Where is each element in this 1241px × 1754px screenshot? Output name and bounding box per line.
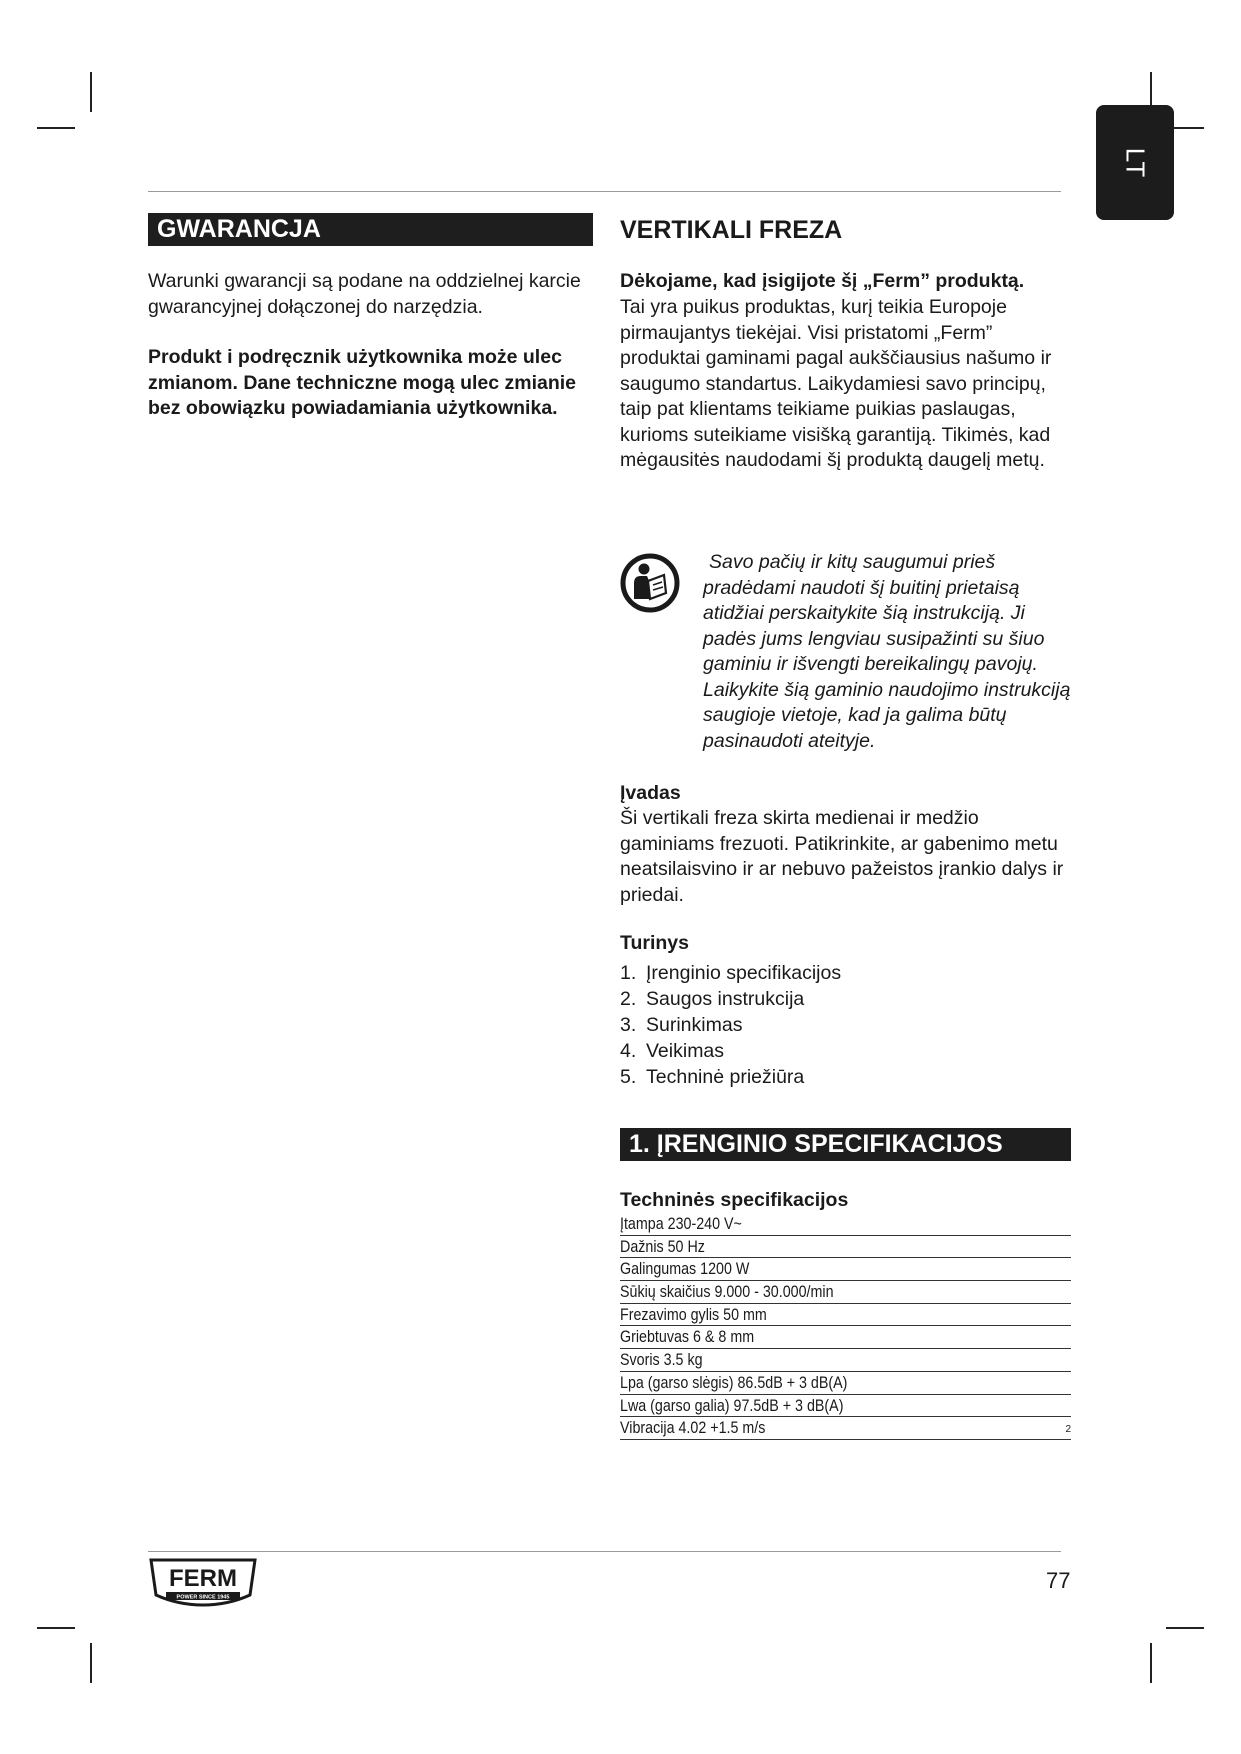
crop-mark — [90, 72, 92, 112]
list-item: 5. Techninė priežiūra — [620, 1066, 805, 1088]
crop-mark — [1150, 1643, 1152, 1683]
svg-text:POWER SINCE 1945: POWER SINCE 1945 — [176, 1594, 230, 1601]
thanks-line: Dėkojame, kad įsigijote šį „Ferm” produktą. — [620, 270, 1025, 292]
list-item: 2. Saugos instrukcija — [620, 988, 805, 1010]
warranty-paragraph: Warunki gwarancji są podane na oddzielnej karcie gwarancyjnej dołączonej do narzędzia. — [148, 270, 581, 318]
table-row: Lpa (garso slėgis) 86.5dB + 3 dB(A) — [620, 1372, 1071, 1395]
spec-table — [620, 1213, 1071, 1440]
ivadas-paragraph: Ši vertikali freza skirta medienai ir medžio gaminiams frezuoti. Patikrinkite, ar gabenimo metu neatsilaisvino ir ar nebuvo pažeistos įrankio dalys ir priedai. — [620, 807, 1064, 906]
crop-mark — [37, 127, 75, 129]
contents-list — [620, 960, 841, 1090]
table-row: Galingumas 1200 W — [620, 1258, 1071, 1281]
section1-title-bar — [620, 1128, 1071, 1161]
header-rule — [148, 191, 1061, 192]
language-tab — [1096, 105, 1174, 220]
warranty-title: GWARANCJA — [157, 215, 321, 243]
svg-text:FERM: FERM — [169, 1565, 237, 1592]
read-manual-icon — [620, 553, 680, 613]
safety-note: Savo pačių ir kitų saugumui prieš pradėdami naudoti šį buitinį prietaisą atidžiai perskaitykite šią instrukciją. Ji padės jums lengviau susipažinti su šiuo gaminiu ir išvengti bereikalingų pavojų. Laikykite šią gaminio naudojimo instrukciją saugioje vietoje, kad ja galima būtų pasinaudoti ateityje. — [703, 551, 1071, 752]
table-row: Lwa (garso galia) 97.5dB + 3 dB(A) — [620, 1395, 1071, 1418]
table-row: Sūkių skaičius 9.000 - 30.000/min — [620, 1281, 1071, 1304]
crop-mark — [1166, 1627, 1204, 1629]
page-number: 77 — [1046, 1568, 1071, 1593]
list-item: 1. Įrenginio specifikacijos — [620, 962, 842, 984]
intro-paragraph: Tai yra puikus produktas, kurį teikia Europoje pirmaujantys tiekėjai. Visi pristatomi „Ferm” produktai gaminami pagal aukščiausius našumo ir saugumo standartus. Laikydamiesi savo principų, taip pat klientams teikiame puikias paslaugas, kurioms suteikiame visišką garantiją. Tikimės, kad mėgausitės naudodami šį produktą daugelį metų. — [620, 296, 1052, 471]
spec-heading: Techninės specifikacijos — [620, 1189, 849, 1211]
table-row: Svoris 3.5 kg — [620, 1349, 1071, 1372]
vibration-superscript: 2 — [1065, 1424, 1071, 1436]
table-row: Frezavimo gylis 50 mm — [620, 1304, 1071, 1327]
crop-mark — [37, 1627, 75, 1629]
contents-heading: Turinys — [620, 932, 689, 954]
warranty-title-bar — [148, 213, 593, 246]
product-title: VERTIKALI FREZA — [620, 216, 843, 244]
section1-title: 1. ĮRENGINIO SPECIFIKACIJOS — [629, 1130, 1003, 1158]
list-item: 4. Veikimas — [620, 1040, 725, 1062]
footer-rule — [148, 1551, 1061, 1552]
crop-mark — [90, 1643, 92, 1683]
table-row: Įtampa 230-240 V~ — [620, 1213, 1071, 1236]
language-code: LT — [1120, 147, 1151, 178]
table-row: Griebtuvas 6 & 8 mm — [620, 1326, 1071, 1349]
ivadas-heading: Įvadas — [620, 782, 681, 804]
table-row: Dažnis 50 Hz — [620, 1236, 1071, 1259]
ferm-logo — [148, 1557, 258, 1607]
list-item: 3. Surinkimas — [620, 1014, 743, 1036]
table-row: Vibracija 4.02 +1.5 m/s 2 — [620, 1417, 1071, 1440]
warranty-notice: Produkt i podręcznik użytkownika może ulec zmianom. Dane techniczne mogą ulec zmianie bez obowiązku powiadamiania użytkownika. — [148, 346, 577, 419]
